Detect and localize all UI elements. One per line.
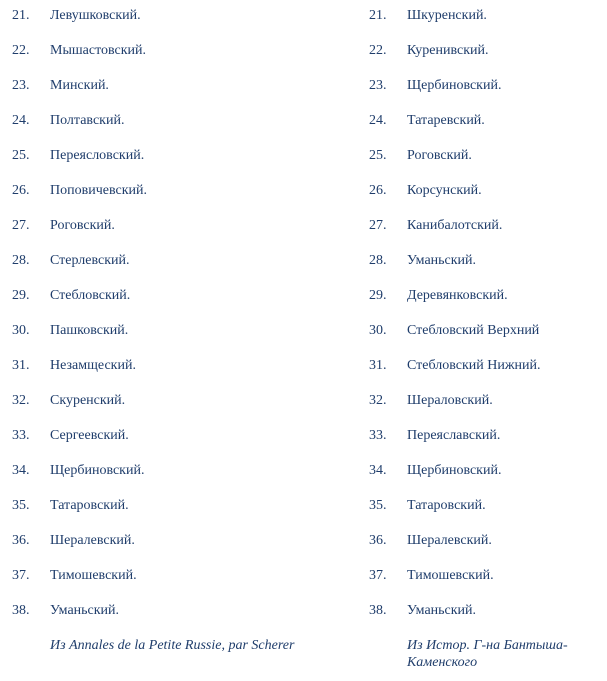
item-number: 25.	[12, 148, 30, 163]
item-name: Сергеевский.	[50, 428, 129, 443]
right-source-note: Из Истор. Г-на Бантыша-Каменского	[407, 638, 568, 670]
item-number: 37.	[369, 568, 387, 583]
list-item	[357, 245, 607, 280]
item-name: Переясловский.	[50, 148, 145, 163]
list-item	[357, 350, 607, 385]
item-number: 34.	[12, 463, 30, 478]
list-item	[357, 140, 607, 175]
list-item	[0, 595, 352, 630]
item-name: Поповичевский.	[50, 183, 147, 198]
list-item	[0, 560, 352, 595]
list-item	[0, 350, 352, 385]
item-number: 36.	[12, 533, 30, 548]
item-number: 27.	[12, 218, 30, 233]
list-item	[0, 0, 352, 35]
list-item	[0, 210, 352, 245]
list-item	[0, 175, 352, 210]
item-number: 28.	[12, 253, 30, 268]
item-number: 35.	[369, 498, 387, 513]
list-item	[0, 420, 352, 455]
list-item	[0, 140, 352, 175]
item-number: 21.	[369, 8, 387, 23]
item-number: 22.	[12, 43, 30, 58]
list-item	[357, 525, 607, 560]
list-item	[357, 420, 607, 455]
list-item	[357, 175, 607, 210]
item-name: Шераловский.	[407, 393, 493, 408]
item-number: 21.	[12, 8, 30, 23]
list-item	[0, 280, 352, 315]
item-name: Шералевский.	[407, 533, 492, 548]
item-number: 23.	[12, 78, 30, 93]
item-number: 28.	[369, 253, 387, 268]
item-number: 33.	[369, 428, 387, 443]
list-item	[357, 595, 607, 630]
right-column-list	[357, 0, 607, 630]
item-name: Роговский.	[50, 218, 115, 233]
item-name: Уманьский.	[50, 603, 120, 618]
list-item	[357, 490, 607, 525]
item-number: 29.	[369, 288, 387, 303]
list-item	[0, 525, 352, 560]
item-name: Скуренский.	[50, 393, 126, 408]
list-item	[0, 105, 352, 140]
item-number: 22.	[369, 43, 387, 58]
list-item	[357, 35, 607, 70]
item-number: 36.	[369, 533, 387, 548]
item-name: Стебловский Нижний.	[407, 358, 541, 373]
list-item	[357, 210, 607, 245]
item-name: Корсунский.	[407, 183, 482, 198]
list-item	[0, 455, 352, 490]
item-number: 30.	[12, 323, 30, 338]
item-number: 30.	[369, 323, 387, 338]
item-name: Шералевский.	[50, 533, 135, 548]
item-name: Татаровский.	[407, 498, 486, 513]
list-item	[0, 385, 352, 420]
item-name: Канибалотский.	[407, 218, 503, 233]
list-item	[357, 70, 607, 105]
item-number: 33.	[12, 428, 30, 443]
item-number: 27.	[369, 218, 387, 233]
item-name: Полтавский.	[50, 113, 125, 128]
item-name: Роговский.	[407, 148, 472, 163]
item-name: Татаровский.	[50, 498, 129, 513]
item-name: Щербиновский.	[50, 463, 145, 478]
list-item	[357, 280, 607, 315]
item-name: Стебловский Верхний	[407, 323, 540, 338]
list-item	[357, 385, 607, 420]
list-item	[0, 490, 352, 525]
item-number: 23.	[369, 78, 387, 93]
item-name: Тимошевский.	[50, 568, 137, 583]
item-number: 26.	[12, 183, 30, 198]
item-name: Мышастовский.	[50, 43, 147, 58]
item-name: Деревянковский.	[407, 288, 508, 303]
item-name: Тимошевский.	[407, 568, 494, 583]
item-name: Шкуренский.	[407, 8, 487, 23]
item-number: 31.	[12, 358, 30, 373]
item-name: Левушковский.	[50, 8, 141, 23]
list-item	[357, 455, 607, 490]
item-number: 29.	[12, 288, 30, 303]
list-item	[357, 0, 607, 35]
item-number: 38.	[12, 603, 30, 618]
item-number: 31.	[369, 358, 387, 373]
item-name: Щербиновский.	[407, 463, 502, 478]
item-name: Переяславский.	[407, 428, 501, 443]
item-name: Уманьский.	[407, 603, 477, 618]
item-number: 24.	[369, 113, 387, 128]
item-number: 34.	[369, 463, 387, 478]
item-name: Татаревский.	[407, 113, 485, 128]
item-name: Уманьский.	[407, 253, 477, 268]
list-item	[357, 105, 607, 140]
item-name: Стебловский.	[50, 288, 131, 303]
item-name: Куренивский.	[407, 43, 489, 58]
list-item	[0, 245, 352, 280]
item-number: 37.	[12, 568, 30, 583]
item-number: 25.	[369, 148, 387, 163]
item-number: 24.	[12, 113, 30, 128]
item-name: Незамщеский.	[50, 358, 136, 373]
item-number: 38.	[369, 603, 387, 618]
list-item	[0, 315, 352, 350]
item-number: 32.	[12, 393, 30, 408]
item-name: Пашковский.	[50, 323, 129, 338]
list-item	[357, 560, 607, 595]
left-source-note: Из Annales de la Petite Russie, par Scherer	[50, 638, 295, 653]
item-name: Минский.	[50, 78, 109, 93]
item-number: 32.	[369, 393, 387, 408]
item-name: Щербиновский.	[407, 78, 502, 93]
item-number: 35.	[12, 498, 30, 513]
item-number: 26.	[369, 183, 387, 198]
list-item	[357, 315, 607, 350]
list-item	[0, 70, 352, 105]
item-name: Стерлевский.	[50, 253, 130, 268]
list-item	[0, 35, 352, 70]
